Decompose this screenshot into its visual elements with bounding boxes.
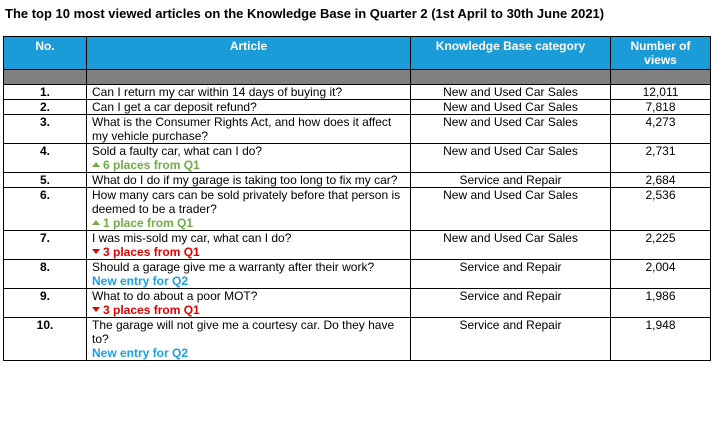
row-number: 10. [4,318,87,361]
article-title: What to do about a poor MOT? [92,289,258,303]
spacer-cell [4,70,87,85]
article-title: I was mis-sold my car, what can I do? [92,231,292,245]
row-number: 3. [4,115,87,144]
table-row [4,144,711,173]
article-cell [87,188,411,231]
views-cell: 1,948 [611,318,711,361]
article-title: Can I return my car within 14 days of buying it? [92,85,343,99]
views-cell: 4,273 [611,115,711,144]
up-arrow-icon [92,162,100,167]
table-row [4,260,711,289]
row-number: 8. [4,260,87,289]
article-title: Should a garage give me a warranty after their work? [92,260,375,274]
article-cell [87,85,411,100]
header-row [4,37,711,70]
rank-change-text: New entry for Q2 [92,274,189,288]
article-cell [87,260,411,289]
spacer-cell [611,70,711,85]
views-cell: 2,731 [611,144,711,173]
row-number: 4. [4,144,87,173]
views-cell: 2,684 [611,173,711,188]
category-cell: New and Used Car Sales [411,100,611,115]
rank-change-text: 6 places from Q1 [103,158,200,172]
category-cell: New and Used Car Sales [411,231,611,260]
article-title: What is the Consumer Rights Act, and how does it affect my vehicle purchase? [92,115,392,143]
page-title: The top 10 most viewed articles on the Knowledge Base in Quarter 2 (1st April to 30th June 2021) [5,6,605,21]
row-number: 2. [4,100,87,115]
rank-change-note [92,216,405,230]
header-article: Article [87,37,411,70]
rank-change-text: New entry for Q2 [92,346,189,360]
views-cell: 1,986 [611,289,711,318]
views-cell: 2,536 [611,188,711,231]
category-cell: Service and Repair [411,289,611,318]
article-title: Sold a faulty car, what can I do? [92,144,263,158]
article-cell [87,173,411,188]
category-cell: New and Used Car Sales [411,85,611,100]
category-cell: New and Used Car Sales [411,115,611,144]
articles-table [3,36,711,361]
table-row [4,318,711,361]
row-number: 1. [4,85,87,100]
article-title: What do I do if my garage is taking too long to fix my car? [92,173,398,187]
table-row [4,85,711,100]
row-number: 7. [4,231,87,260]
table-row [4,100,711,115]
article-cell [87,144,411,173]
spacer-cell [87,70,411,85]
table-row [4,289,711,318]
up-arrow-icon [92,220,100,225]
article-cell [87,231,411,260]
header-no: No. [4,37,87,70]
down-arrow-icon [92,249,100,254]
article-cell [87,318,411,361]
article-title: The garage will not give me a courtesy car. Do they have to? [92,318,395,346]
spacer-row [4,70,711,85]
article-cell [87,289,411,318]
rank-change-note [92,274,405,288]
category-cell: New and Used Car Sales [411,144,611,173]
views-cell: 2,225 [611,231,711,260]
views-cell: 7,818 [611,100,711,115]
views-cell: 12,011 [611,85,711,100]
table-row [4,188,711,231]
category-cell: Service and Repair [411,260,611,289]
row-number: 9. [4,289,87,318]
rank-change-text: 3 places from Q1 [103,245,200,259]
rank-change-note [92,346,405,360]
rank-change-note [92,158,405,172]
rank-change-text: 1 place from Q1 [103,216,194,230]
header-views: Number of views [611,37,711,70]
row-number: 5. [4,173,87,188]
rank-change-note [92,245,405,259]
table-row [4,115,711,144]
views-cell: 2,004 [611,260,711,289]
category-cell: Service and Repair [411,173,611,188]
article-cell [87,100,411,115]
table-row [4,173,711,188]
row-number: 6. [4,188,87,231]
category-cell: New and Used Car Sales [411,188,611,231]
table-row [4,231,711,260]
article-cell [87,115,411,144]
category-cell: Service and Repair [411,318,611,361]
article-title: Can I get a car deposit refund? [92,100,257,114]
header-category: Knowledge Base category [411,37,611,70]
down-arrow-icon [92,307,100,312]
spacer-cell [411,70,611,85]
rank-change-note [92,303,405,317]
article-title: How many cars can be sold privately before that person is deemed to be a trader? [92,188,401,216]
rank-change-text: 3 places from Q1 [103,303,200,317]
